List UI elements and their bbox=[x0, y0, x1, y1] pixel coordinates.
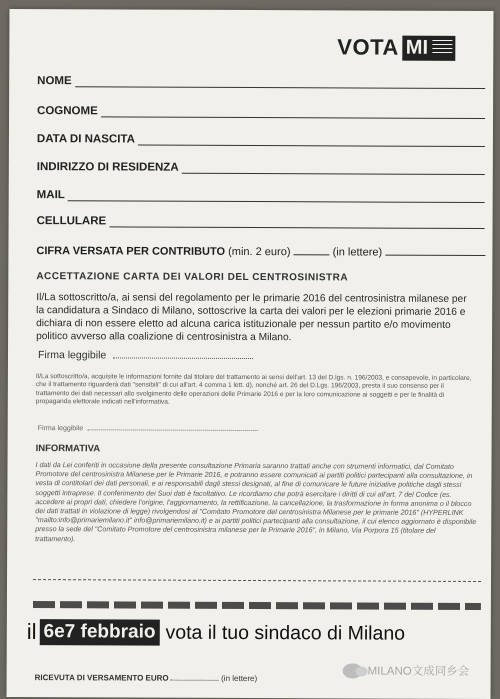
cut-strip-divider bbox=[33, 601, 481, 610]
banner-dates: 6e7 febbraio bbox=[40, 619, 160, 646]
declaration-text: Il/La sottoscritto/a, ai sensi del regolamento per le primarie 2016 del centrosinistra milanese per la candidatura a Sindaco di Milano, sottoscrive la carta dei valori per le elezioni primarie 2016 e dichiara di non essere eletto ad alcuna carica istituzionale per nessun partito e/o movimento politico avverso alla coalizione di centrosinistra a Milano. bbox=[36, 292, 467, 344]
accettazione-heading: ACCETTAZIONE CARTA DEI VALORI DEL CENTROSINISTRA bbox=[36, 271, 349, 284]
ricevuta-lettere: (in lettere) bbox=[221, 673, 258, 684]
nome-line[interactable] bbox=[75, 76, 486, 89]
data-nascita-line[interactable] bbox=[138, 135, 485, 148]
contributo-label: CIFRA VERSATA PER CONTRIBUTO bbox=[36, 245, 226, 258]
firma-leggibile-line[interactable] bbox=[113, 349, 253, 359]
privacy-consent-text: Il/La sottoscritto/a, acquisite le informazioni fornite dal titolare del trattamento ai sensi dell'art. 13 del D.lgs. n. 196/2003, e consapevole, in particolare, che il trattamento riguarderà dati "sensibili" di cui all'art. 4 comma 1 lett. d), nonché art. 26 del D.Lgs. 196/2003, presta il suo consenso per il trattamento dei dati necessari allo svolgimento delle operazioni delle Primarie 2016 e per la loro comunicazione ai soggetti e per le finalità di propaganda elettorale indicati nell'informativa. bbox=[35, 373, 472, 406]
cognome-line[interactable] bbox=[101, 106, 485, 119]
nome-field[interactable] bbox=[37, 75, 485, 89]
cognome-field[interactable] bbox=[37, 105, 485, 119]
firma-leggibile-row[interactable] bbox=[38, 349, 253, 362]
cut-dashed-line bbox=[33, 579, 481, 582]
firma-small-label: Firma leggibile bbox=[37, 425, 84, 433]
indirizzo-label: INDIRIZZO DI RESIDENZA bbox=[36, 161, 179, 174]
cellulare-line[interactable] bbox=[109, 216, 484, 229]
firma-small-row[interactable] bbox=[38, 423, 259, 433]
contributo-lettere-line[interactable] bbox=[385, 247, 485, 256]
logo-lines-icon bbox=[432, 40, 452, 56]
mail-field[interactable] bbox=[37, 189, 485, 203]
vota-mi-logo bbox=[337, 34, 455, 61]
contributo-row bbox=[36, 245, 485, 259]
watermark-text: MILANO文成同乡会 bbox=[367, 665, 470, 678]
wechat-icon bbox=[343, 663, 363, 678]
logo-mi-badge bbox=[403, 35, 455, 60]
logo-vota-text: VOTA bbox=[337, 34, 399, 60]
cellulare-field[interactable] bbox=[37, 215, 485, 229]
contributo-lettere: (in lettere) bbox=[332, 246, 383, 259]
data-nascita-field[interactable] bbox=[37, 133, 485, 147]
firma-small-line[interactable] bbox=[88, 423, 258, 431]
informativa-heading: INFORMATIVA bbox=[35, 443, 101, 455]
banner-il: il bbox=[26, 619, 37, 645]
watermark bbox=[343, 662, 470, 679]
election-banner bbox=[27, 619, 405, 647]
contributo-note: (min. 2 euro) bbox=[228, 245, 291, 259]
mail-line[interactable] bbox=[68, 190, 485, 203]
cognome-label: COGNOME bbox=[37, 105, 98, 118]
banner-slogan: vota il tuo sindaco di Milano bbox=[165, 621, 406, 645]
primarie-form-sheet bbox=[7, 9, 494, 699]
nome-label: NOME bbox=[37, 75, 72, 88]
firma-leggibile-label: Firma leggibile bbox=[37, 349, 107, 362]
ricevuta-amount-line[interactable] bbox=[171, 674, 219, 681]
data-nascita-label: DATA DI NASCITA bbox=[36, 133, 135, 146]
logo-mi-text: MI bbox=[405, 36, 429, 59]
contributo-amount-line[interactable] bbox=[294, 246, 330, 255]
ricevuta-label: RICEVUTA DI VERSAMENTO EURO bbox=[34, 673, 169, 683]
indirizzo-line[interactable] bbox=[182, 163, 485, 175]
mail-label: MAIL bbox=[36, 189, 65, 202]
cellulare-label: CELLULARE bbox=[36, 215, 107, 228]
indirizzo-field[interactable] bbox=[37, 161, 485, 175]
informativa-text: I dati da Lei conferiti in occasione della presente consultazione Primaria saranno trattati anche con strumenti informatici, dal Comitato Promotore del centrosinistra Milanese per le Primarie 2016, e potranno essere comunicati ai partiti politici partecipanti alla consultazione, in vesta di contitolari dei dati personali, e ai responsabili dagli stessi designati, al fine di comunicare le future iniziative politiche dagli stessi soggetti intraprese. Il conferimento dei Suoi dati è facoltativo. Le ricordiamo che potrà esercitare i diritti di cui all'art. 7 del Codice (es. accedere ai propri dati, chiedere l'origine, l'aggiornamento, la rettificazione, la cancellazione, la trasformazione in forma anonima o il blocco dei dati trattati in violazione di legge) rivolgendosi al "Comitato Promotore del centrosinistra Milanese per le primarie 2016" (HYPERLINK "mailto:info@primariemilano.it" info@primariemilano.it) e ai partiti politici partecipanti alla consultazione, il cui elenco aggiornato è disponibile presso la sede del "Comitato Promotore del centrosinistra milanese per le Primarie 2016", in Milano, Via Porpora 15 (titolare del trattamento). bbox=[35, 461, 477, 543]
ricevuta-row bbox=[35, 673, 258, 683]
